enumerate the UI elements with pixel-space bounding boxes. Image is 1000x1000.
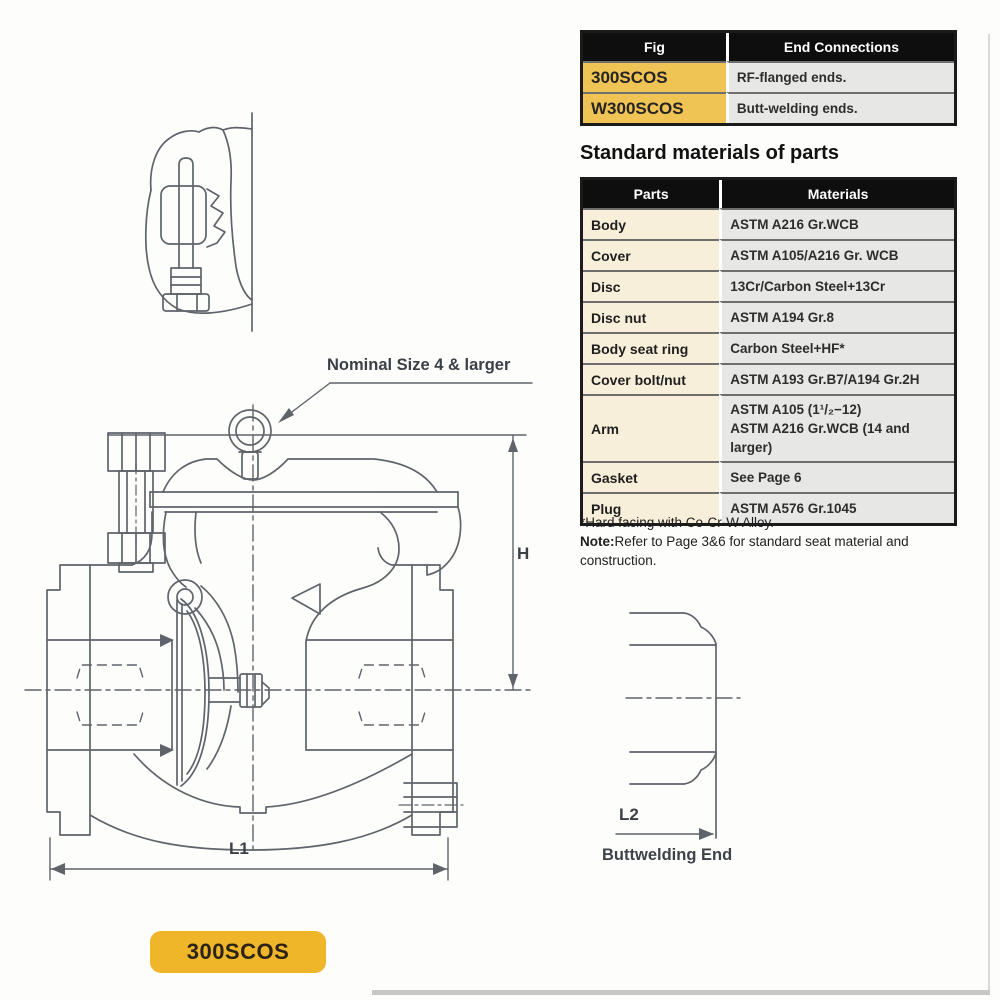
materials-table <box>580 177 957 526</box>
scan-edge-bottom <box>372 990 990 995</box>
materials-column-header: Materials <box>719 180 954 208</box>
table-row <box>583 270 954 301</box>
hard-facing-footnote: *Hard facing with Co-Cr-W Alloy. <box>580 515 775 530</box>
materials-table-header-row <box>583 180 954 208</box>
dimension-l1-label: L1 <box>229 839 249 858</box>
end-connection-value: Butt-welding ends. <box>726 92 954 123</box>
dimension-l2-label: L2 <box>619 805 639 824</box>
parts-column-header: Parts <box>583 180 719 208</box>
table-row <box>583 208 954 239</box>
table-row <box>583 394 954 461</box>
material-value: Carbon Steel+HF* <box>719 332 954 363</box>
material-value-line2: ASTM A216 Gr.WCB (14 and larger) <box>730 421 910 455</box>
part-name: Cover bolt/nut <box>583 363 719 394</box>
part-name: Disc <box>583 270 719 301</box>
material-value: ASTM A576 Gr.1045 <box>719 492 954 523</box>
table-row <box>583 301 954 332</box>
table-row <box>583 332 954 363</box>
table-row <box>583 461 954 492</box>
material-value-line1: ASTM A105 (1¹/₂−12) <box>730 402 862 417</box>
scan-edge-right <box>988 34 990 990</box>
part-name: Body <box>583 208 719 239</box>
part-name: Plug <box>583 492 719 523</box>
fig-code: W300SCOS <box>583 92 726 123</box>
fig-column-header: Fig <box>583 33 726 61</box>
end-connection-value: RF-flanged ends. <box>726 61 954 92</box>
part-name: Body seat ring <box>583 332 719 363</box>
seat-note <box>580 532 972 570</box>
nominal-size-callout: Nominal Size 4 & larger <box>327 356 511 374</box>
table-row <box>583 92 954 123</box>
material-value: 13Cr/Carbon Steel+13Cr <box>719 270 954 301</box>
material-value: ASTM A216 Gr.WCB <box>719 208 954 239</box>
valve-section-drawing <box>25 405 532 852</box>
fig-code: 300SCOS <box>583 61 726 92</box>
table-row <box>583 363 954 394</box>
material-value: ASTM A105/A216 Gr. WCB <box>719 239 954 270</box>
buttweld-end-caption: Buttwelding End <box>602 846 733 864</box>
material-value: ASTM A193 Gr.B7/A194 Gr.2H <box>719 363 954 394</box>
table-row <box>583 61 954 92</box>
cover-bolt-detail-drawing <box>146 113 252 331</box>
note-text: Refer to Page 3&6 for standard seat material and construction. <box>580 534 909 568</box>
materials-section-heading: Standard materials of parts <box>580 142 839 164</box>
material-value: ASTM A194 Gr.8 <box>719 301 954 332</box>
table-row <box>583 239 954 270</box>
material-value <box>719 394 954 461</box>
material-value: See Page 6 <box>719 461 954 492</box>
part-name: Disc nut <box>583 301 719 332</box>
fig-table-header-row <box>583 33 954 61</box>
model-badge: 300SCOS <box>150 931 326 973</box>
part-name: Cover <box>583 239 719 270</box>
footnotes <box>580 513 972 570</box>
fig-table <box>580 30 957 126</box>
part-name: Gasket <box>583 461 719 492</box>
end-connections-column-header: End Connections <box>726 33 954 61</box>
part-name: Arm <box>583 394 719 461</box>
note-label: Note: <box>580 534 615 549</box>
dimension-h-label: H <box>517 544 530 563</box>
